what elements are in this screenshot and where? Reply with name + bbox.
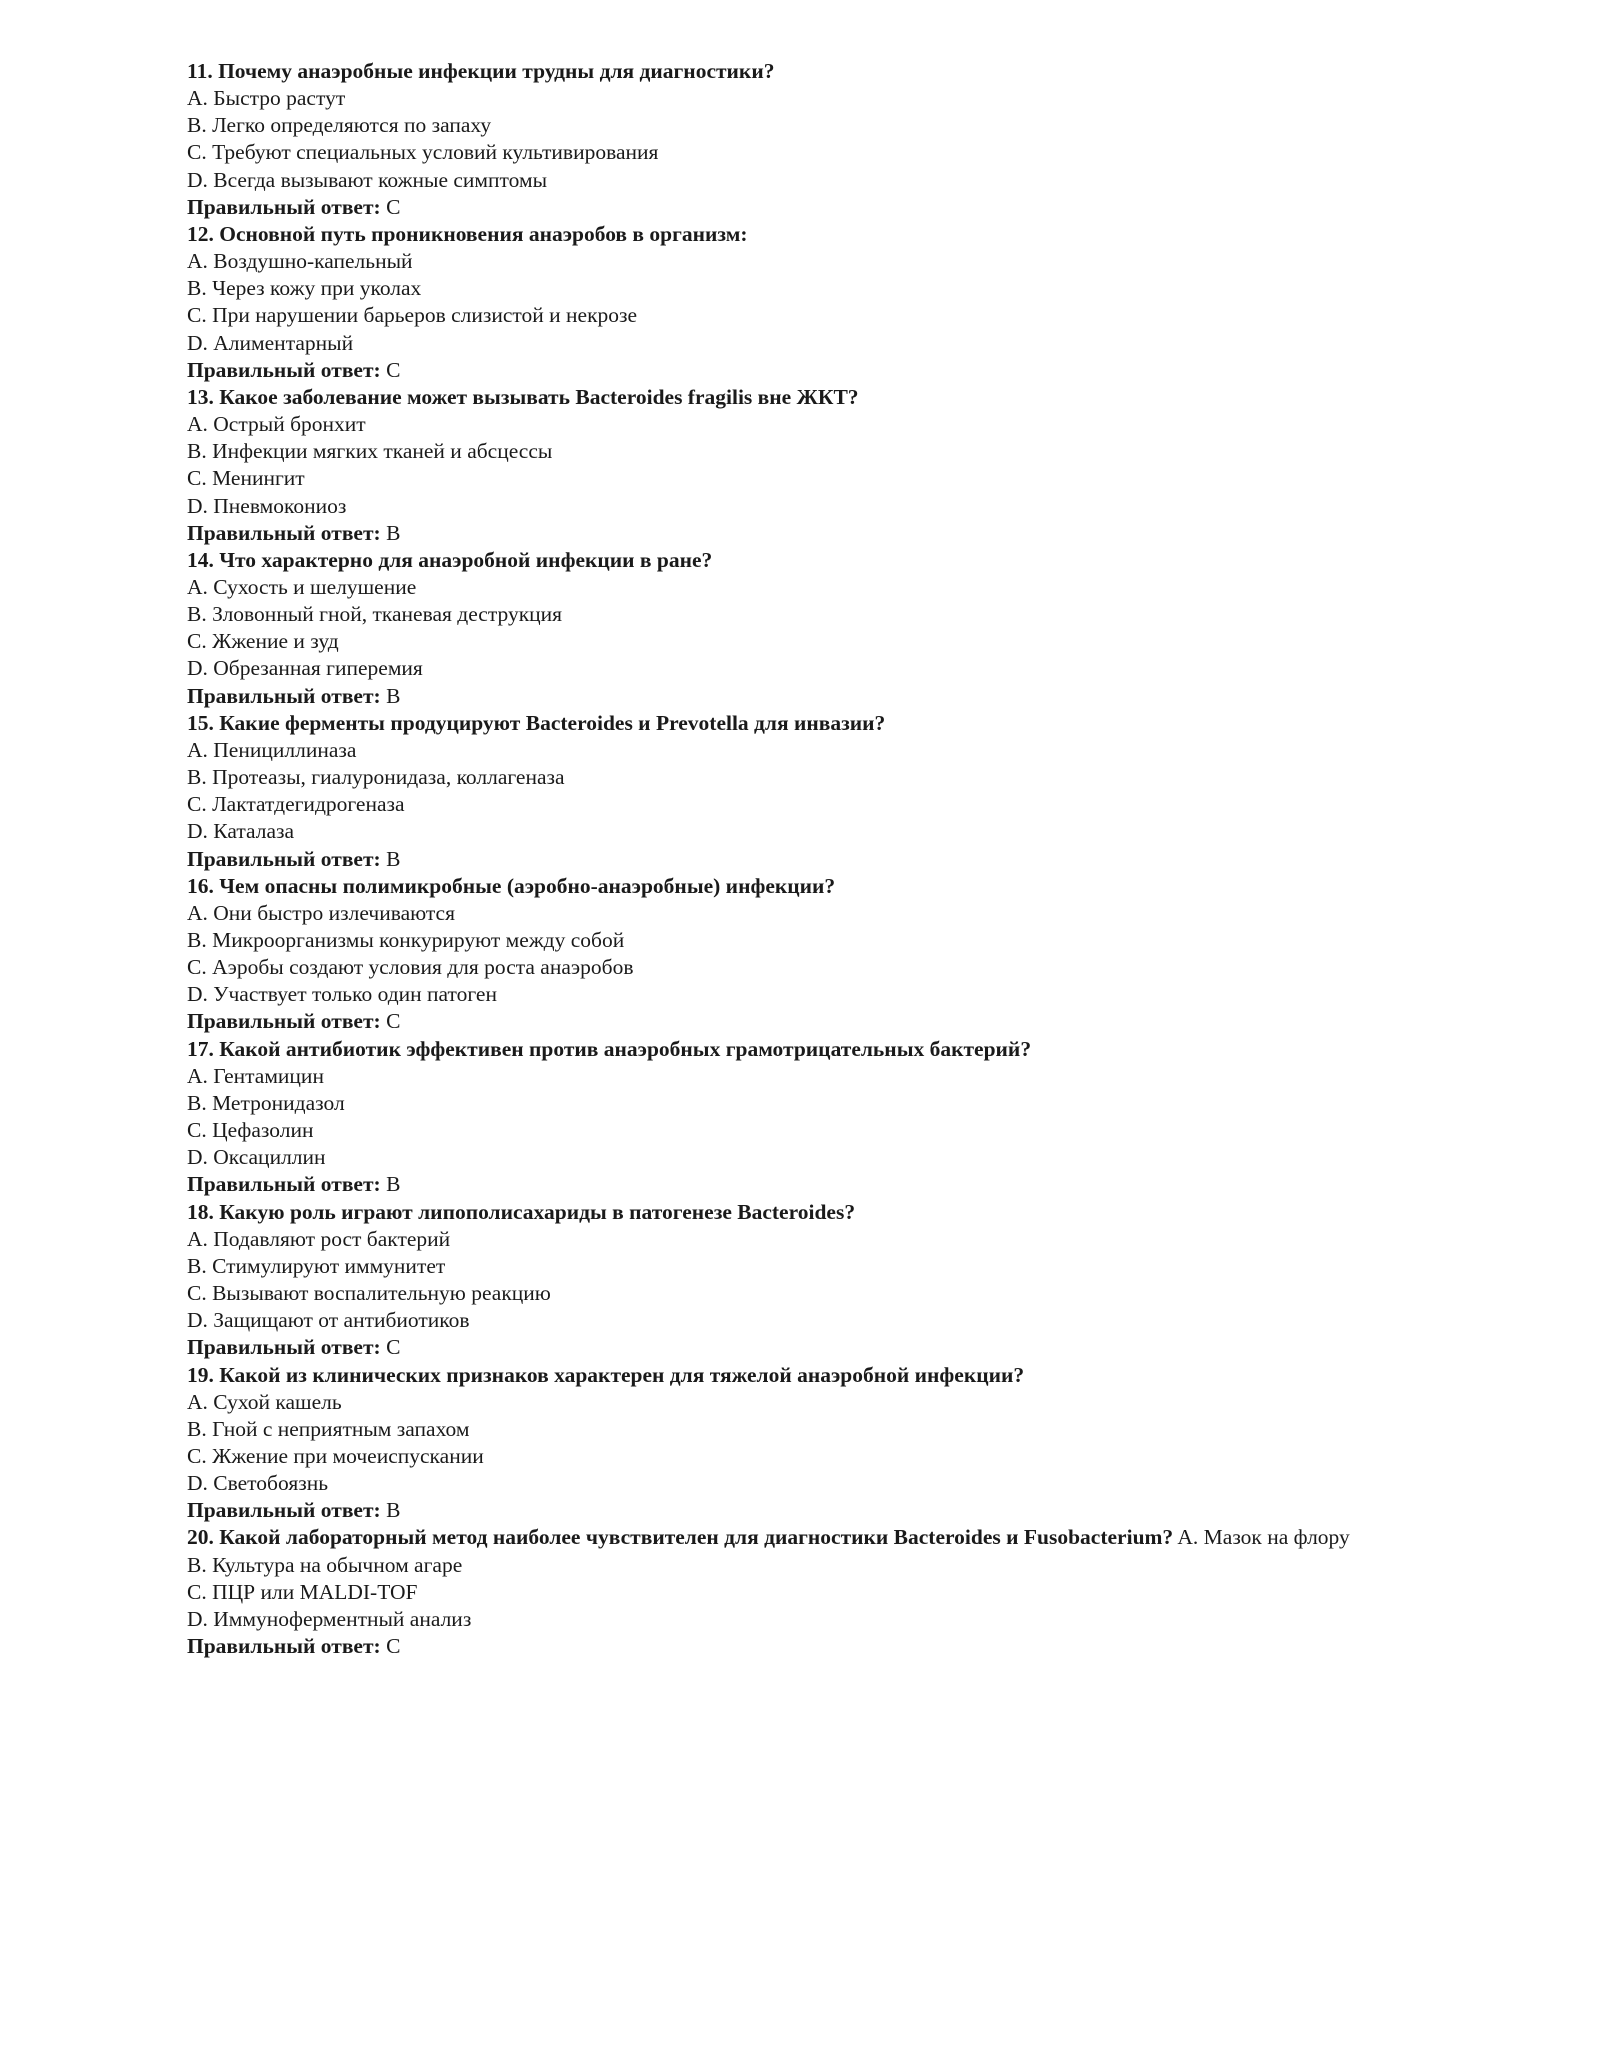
answer-label: Правильный ответ: — [187, 683, 381, 708]
option-a: A. Гентамицин — [187, 1063, 324, 1088]
option-b: B. Инфекции мягких тканей и абсцессы — [187, 439, 553, 464]
answer-label: Правильный ответ: — [187, 1335, 381, 1360]
option-b: B. Микроорганизмы конкурируют между собой — [187, 928, 625, 952]
option-a: A. Воздушно-капельный — [187, 249, 413, 274]
answer-label: Правильный ответ: — [187, 1009, 381, 1034]
question-block — [187, 1362, 1417, 1525]
answer-value: C — [380, 357, 401, 382]
correct-answer — [187, 1008, 1417, 1035]
option-c: C. Цефазолин — [187, 1118, 314, 1143]
option-d: D. Иммуноферментный анализ — [187, 1606, 472, 1631]
option-d: D. Обрезанная гиперемия — [187, 656, 423, 681]
answer-value: C — [380, 1634, 401, 1659]
answer-label: Правильный ответ: — [187, 846, 381, 871]
question-text: 19. Какой из клинических признаков характерен для тяжелой анаэробной инфекции? — [187, 1362, 1025, 1387]
question-block — [187, 1199, 1417, 1362]
correct-answer — [187, 520, 1417, 547]
answer-value: C — [380, 1335, 401, 1360]
question-block — [187, 873, 1417, 1036]
option-c: C. Аэробы создают условия для роста анаэробов — [187, 955, 634, 980]
question-text: 18. Какую роль играют липополисахариды в патогенезе Bacteroides? — [187, 1199, 856, 1224]
correct-answer — [187, 1334, 1417, 1361]
option-b: B. Через кожу при уколах — [187, 276, 422, 301]
correct-answer — [187, 1633, 1417, 1660]
correct-answer — [187, 1171, 1417, 1198]
option-d: D. Пневмокониоз — [187, 493, 347, 518]
option-d: D. Всегда вызывают кожные симптомы — [187, 167, 548, 192]
answer-label: Правильный ответ: — [187, 520, 381, 545]
answer-value: B — [380, 683, 401, 708]
question-block — [187, 58, 1417, 221]
option-d: D. Участвует только один патоген — [187, 982, 497, 1007]
question-text: 20. Какой лабораторный метод наиболее чувствителен для диагностики Bacteroides и Fusobacterium? — [187, 1525, 1174, 1550]
question-block — [187, 710, 1417, 873]
option-d: D. Алиментарный — [187, 330, 354, 355]
option-a: A. Сухой кашель — [187, 1389, 342, 1414]
option-b: B. Гной с неприятным запахом — [187, 1416, 470, 1441]
option-a: A. Они быстро излечиваются — [187, 900, 455, 925]
question-text: 15. Какие ферменты продуцируют Bacteroides и Prevotella для инвазии? — [187, 710, 886, 735]
question-text: 12. Основной путь проникновения анаэробов в организм: — [187, 221, 748, 246]
option-c: C. Требуют специальных условий культивирования — [187, 140, 659, 165]
correct-answer — [187, 357, 1417, 384]
correct-answer — [187, 1497, 1417, 1524]
correct-answer — [187, 846, 1417, 873]
option-b: B. Культура на обычном агаре — [187, 1552, 463, 1577]
option-a: A. Быстро растут — [187, 86, 346, 111]
option-d: D. Оксациллин — [187, 1145, 326, 1170]
option-b: B. Метронидазол — [187, 1090, 345, 1115]
answer-value: B — [380, 1172, 401, 1197]
answer-value: C — [380, 1009, 401, 1034]
option-c: C. Жжение при мочеиспускании — [187, 1443, 484, 1468]
correct-answer — [187, 683, 1417, 710]
option-a: A. Острый бронхит — [187, 412, 366, 437]
option-b: B. Стимулируют иммунитет — [187, 1253, 446, 1278]
answer-value: B — [380, 520, 401, 545]
option-c: C. Лактатдегидрогеназа — [187, 792, 405, 817]
question-line — [187, 1524, 1417, 1551]
option-b: B. Легко определяются по запаху — [187, 113, 492, 138]
option-a: A. Мазок на флору — [1173, 1525, 1350, 1550]
question-block — [187, 384, 1417, 547]
correct-answer — [187, 194, 1417, 221]
option-c: C. Жжение и зуд — [187, 629, 339, 654]
option-d: D. Защищают от антибиотиков — [187, 1308, 470, 1333]
answer-label: Правильный ответ: — [187, 1172, 381, 1197]
option-b: B. Зловонный гной, тканевая деструкция — [187, 602, 563, 627]
question-text: 11. Почему анаэробные инфекции трудны для диагностики? — [187, 59, 775, 83]
answer-label: Правильный ответ: — [187, 1498, 381, 1523]
option-c: C. ПЦР или MALDI-TOF — [187, 1579, 418, 1604]
question-block — [187, 221, 1417, 384]
option-d: D. Каталаза — [187, 819, 295, 844]
option-a: A. Сухость и шелушение — [187, 574, 417, 599]
question-block — [187, 1524, 1417, 1660]
answer-value: B — [380, 1498, 401, 1523]
question-block — [187, 1036, 1417, 1199]
question-text: 16. Чем опасны полимикробные (аэробно-анаэробные) инфекции? — [187, 873, 836, 898]
question-text: 13. Какое заболевание может вызывать Bacteroides fragilis вне ЖКТ? — [187, 384, 859, 409]
option-a: A. Подавляют рост бактерий — [187, 1226, 451, 1251]
answer-value: C — [380, 194, 401, 219]
question-block — [187, 547, 1417, 710]
option-d: D. Светобоязнь — [187, 1471, 329, 1496]
question-text: 14. Что характерно для анаэробной инфекции в ране? — [187, 547, 713, 572]
option-b: B. Протеазы, гиалуронидаза, коллагеназа — [187, 765, 565, 790]
answer-label: Правильный ответ: — [187, 357, 381, 382]
option-a: A. Пенициллиназа — [187, 737, 357, 762]
option-c: C. Менингит — [187, 466, 305, 491]
option-c: C. При нарушении барьеров слизистой и некрозе — [187, 303, 638, 328]
answer-label: Правильный ответ: — [187, 1634, 381, 1659]
document-page — [187, 58, 1417, 1660]
option-c: C. Вызывают воспалительную реакцию — [187, 1281, 551, 1306]
answer-value: B — [380, 846, 401, 871]
question-text: 17. Какой антибиотик эффективен против анаэробных грамотрицательных бактерий? — [187, 1036, 1032, 1061]
answer-label: Правильный ответ: — [187, 194, 381, 219]
